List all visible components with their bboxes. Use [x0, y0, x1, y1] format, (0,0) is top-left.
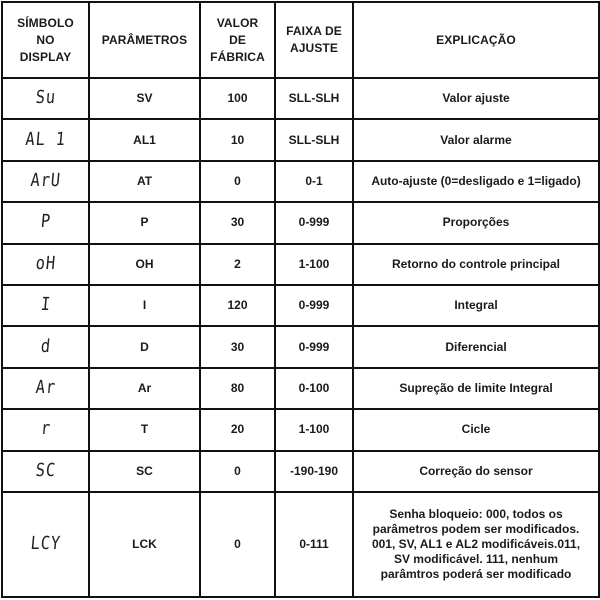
explanation-cell: Valor alarme — [353, 119, 599, 160]
range-cell: SLL-SLH — [275, 78, 353, 119]
table-row — [2, 119, 599, 160]
display-symbol-cell — [2, 78, 89, 119]
seven-segment-d-icon: d — [39, 335, 52, 357]
header-row — [2, 2, 599, 78]
explanation-cell: Supreção de limite Integral — [353, 368, 599, 409]
seven-segment-aru-icon: ArU — [29, 169, 62, 191]
factory-value-cell: 2 — [200, 244, 275, 285]
explanation-cell: Cicle — [353, 409, 599, 450]
header-symbol-line: SÍMBOLO — [17, 15, 74, 30]
header-symbol-line: DISPLAY — [19, 49, 72, 64]
factory-value-cell: 30 — [200, 202, 275, 243]
range-cell: 0-999 — [275, 326, 353, 367]
header-symbol-line: NO — [36, 32, 55, 47]
explanation-cell: Correção do sensor — [353, 451, 599, 492]
parameter-cell: Ar — [89, 368, 200, 409]
table-row — [2, 492, 599, 597]
table-row — [2, 368, 599, 409]
explanation-line: parâmtros poderá ser modificado — [380, 566, 572, 581]
header-range — [275, 2, 353, 78]
factory-value-cell: 30 — [200, 326, 275, 367]
seven-segment-p-icon: P — [39, 211, 52, 233]
table-row — [2, 326, 599, 367]
explanation-cell: Retorno do controle principal — [353, 244, 599, 285]
explanation-line: 001, SV, AL1 e AL2 modificáveis.011, — [371, 536, 581, 551]
factory-value-cell: 10 — [200, 119, 275, 160]
display-symbol-cell — [2, 451, 89, 492]
table-row — [2, 285, 599, 326]
display-symbol-cell — [2, 202, 89, 243]
seven-segment-sc-icon: SC — [34, 459, 57, 481]
header-explanation: EXPLICAÇÃO — [353, 2, 599, 78]
explanation-cell: Diferencial — [353, 326, 599, 367]
header-factory-value — [200, 2, 275, 78]
parameter-cell: LCK — [89, 492, 200, 597]
range-cell: 0-1 — [275, 161, 353, 202]
header-range-line: AJUSTE — [290, 41, 338, 55]
parameter-cell: D — [89, 326, 200, 367]
explanation-line: Senha bloqueio: 000, todos os — [389, 506, 563, 521]
seven-segment-lcy-icon: LCY — [29, 532, 62, 554]
explanation-cell: Valor ajuste — [353, 78, 599, 119]
header-range-line: FAIXA DE — [286, 24, 342, 38]
explanation-cell: Proporções — [353, 202, 599, 243]
factory-value-cell: 100 — [200, 78, 275, 119]
parameter-cell: SC — [89, 451, 200, 492]
parameter-cell: I — [89, 285, 200, 326]
header-factory-line: VALOR — [216, 15, 259, 30]
range-cell: 1-100 — [275, 244, 353, 285]
parameter-cell: T — [89, 409, 200, 450]
display-symbol-cell — [2, 161, 89, 202]
parameter-cell: AL1 — [89, 119, 200, 160]
factory-value-cell: 120 — [200, 285, 275, 326]
header-symbol — [2, 2, 89, 78]
header-parameter: PARÂMETROS — [89, 2, 200, 78]
seven-segment-ar-icon: Ar — [34, 376, 57, 398]
factory-value-cell: 0 — [200, 451, 275, 492]
range-cell: 0-999 — [275, 202, 353, 243]
seven-segment-al1-icon: AL 1 — [24, 128, 67, 150]
explanation-line: parâmetros podem ser modificados. — [372, 521, 580, 536]
header-factory-line: FÁBRICA — [210, 49, 265, 64]
table-row — [2, 409, 599, 450]
header-factory-line: DE — [229, 32, 246, 47]
factory-value-cell: 20 — [200, 409, 275, 450]
range-cell: SLL-SLH — [275, 119, 353, 160]
display-symbol-cell — [2, 119, 89, 160]
range-cell: 0-111 — [275, 492, 353, 597]
display-symbol-cell — [2, 244, 89, 285]
table-row — [2, 244, 599, 285]
table-row — [2, 202, 599, 243]
parameter-cell: P — [89, 202, 200, 243]
parameters-table — [1, 1, 600, 598]
explanation-cell: Auto-ajuste (0=desligado e 1=ligado) — [353, 161, 599, 202]
display-symbol-cell — [2, 326, 89, 367]
seven-segment-oh-icon: oH — [34, 252, 57, 274]
display-symbol-cell — [2, 285, 89, 326]
display-symbol-cell — [2, 368, 89, 409]
factory-value-cell: 0 — [200, 161, 275, 202]
seven-segment-su-icon: Su — [34, 87, 57, 109]
range-cell: 1-100 — [275, 409, 353, 450]
seven-segment-i-icon: I — [39, 294, 52, 316]
table-row — [2, 78, 599, 119]
display-symbol-cell — [2, 492, 89, 597]
factory-value-cell: 80 — [200, 368, 275, 409]
range-cell: 0-999 — [275, 285, 353, 326]
parameter-cell: OH — [89, 244, 200, 285]
seven-segment-r-icon: r — [39, 418, 52, 440]
range-cell: 0-100 — [275, 368, 353, 409]
parameter-cell: SV — [89, 78, 200, 119]
table-row — [2, 451, 599, 492]
parameter-cell: AT — [89, 161, 200, 202]
table-row — [2, 161, 599, 202]
range-cell: -190-190 — [275, 451, 353, 492]
explanation-line: SV modificável. 111, nenhum — [393, 551, 559, 566]
factory-value-cell: 0 — [200, 492, 275, 597]
display-symbol-cell — [2, 409, 89, 450]
explanation-cell: Integral — [353, 285, 599, 326]
explanation-cell — [353, 492, 599, 597]
